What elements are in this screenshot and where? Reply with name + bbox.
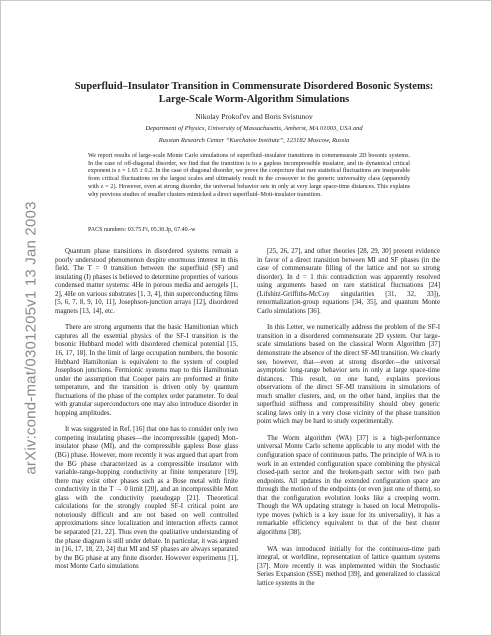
- paragraph: The Worm algorithm (WA) [37] is a high-performance universal Monte Carlo scheme applicable to any model with the configuration space of continuous paths. The principle of WA is to work in an extended configuration space combining the physical closed-path sector and the broken-path sector with two path endpoints. All updates in the extended configuration space are through the motion of the endpoints (or even just one of them), so that the configuration evolution looks like a creeping worm. Though the WA updating strategy is based on local Metropolis-type moves (which is a key issue for its universality), it has a remarkable efficiency equivalent to that of the best cluster algorithms [38].: [257, 434, 440, 536]
- affiliation-2: Russian Research Center “Kurchatov Institute”, 123182 Moscow, Russia: [158, 137, 350, 144]
- paper-header: [70, 80, 438, 145]
- pacs-numbers: PACS numbers: 03.75.Fi, 05.30.Jp, 67.40.-w: [88, 227, 196, 233]
- affiliation-1: Department of Physics, University of Massachusetts, Amherst, MA 01003, USA and: [145, 125, 363, 132]
- paragraph: [25, 26, 27], and other theories [28, 29, 30] present evidence in favor of a direct transition between MI and SF phases (in the case of commensurate filling of the lattice and not so strong disorder). In d = 1 this contradiction was apparently resolved using arguments based on rare statistical fluctuations [24] (Lifshitz-Griffiths-McCoy singularities [31, 32, 33]), renormalization-group equations [34, 35], and quantum Monte Carlo simulations [36].: [257, 248, 440, 315]
- arxiv-id[interactable]: arXiv:cond-mat/0301205v1 13 Jan 2003: [22, 201, 40, 475]
- paragraph: Quantum phase transitions in disordered systems remain a poorly understood phenomenon despite enormous interest in this field. The T = 0 transition between the superfluid (SF) and insulating (I) phases is believed to determine properties of various condensed matter systems: 4He in porous media and aerogels [1, 2], 4He on various substrates [1, 3, 4], thin superconducting films [5, 6, 7, 8, 9, 10, 11], Josephson-junction arrays [12], disordered magnets [13, 14], etc.: [55, 248, 238, 315]
- author-list: Nikolay Prokof'ev and Boris Svistunov: [195, 112, 313, 121]
- right-column: [257, 248, 440, 596]
- abstract: We report results of large-scale Monte Carlo simulations of superfluid–insulator transitions in commensurate 2D bosonic systems. In the case of off-diagonal disorder, we find that the transition is to a gapless incompressible insulator, and its dynamical critical exponent is z = 1.65 ± 0.2. In the case of diagonal disorder, we prove the conjecture that rare statistical fluctuations are inseparable from critical fluctuations on the largest scales and ultimately result in the crossover to the generic universality class (apparently with z = 2). However, even at strong disorder, the universal behavior sets in only at very large space-time distances. This explains why previous studies of smaller clusters mimicked a direct superfluid–Mott-insulator transition.: [88, 153, 410, 198]
- paragraph: It was suggested in Ref. [16] that one has to consider only two competing insulating phases—the incompressible (gaped) Mott-insulator phase (MI), and the compressible gapless Bose glass (BG) phase. However, more recently it was argued that apart from the BG phase characterized as a compressible insulator with variable-range-hopping conductivity at finite temperature [19], there may exist other phases such as a Bose metal with finite conductivity in the T → 0 limit [20], and an incompressible Mott glass with the conductivity pseudogap [21]. Theoretical calculations for the strongly coupled SF-I critical point are notoriously difficult and are not based on well controlled approximations since localization and interaction effects cannot be separated [21, 22]. Thus even the qualitative understanding of the phase diagram is still under debate. In particular, it was argued in [16, 17, 18, 23, 24] that MI and SF phases are always separated by the BG phase at any finite disorder. However experiments [1], most Monte Carlo simulations: [55, 426, 238, 571]
- arxiv-stamp[interactable]: [18, 178, 44, 498]
- paragraph: In this Letter, we numerically address the problem of the SF-I transition in a disordered commensurate 2D system. Our large-scale simulations based on the classical Worm Algorithm [37] demonstrate the absence of the direct SF-MI transition. We clearly see, however, that—even at strong disorder—the universal asymptotic long-range behavior sets in only at large space-time distances. This result, on one hand, explains previous observations of the direct SF-MI transitions in simulations of much smaller clusters, and, on the other hand, implies that the superfluid stiffness and compressibility should obey generic scaling laws only in a very close vicinity of the phase transition point which may be hard to study experimentally.: [257, 324, 441, 426]
- left-column: [55, 248, 238, 580]
- paragraph: WA was introduced initially for the continuous-time path integral, or worldline, representation of lattice quantum systems [37]. More recently it was implemented within the Stochastic Series Expansion (SSE) method [39], and generalized to classical lattice systems in the: [257, 545, 440, 587]
- paper-title: Superfluid–Insulator Transition in Commensurate Disordered Bosonic Systems: Large-Scale Worm-Algorithm Simulations: [74, 81, 434, 105]
- paragraph: There are strong arguments that the basic Hamiltonian which captures all the essential physics of the SF-I transition is the bosonic Hubbard model with disordered chemical potential [15, 16, 17, 18]. In the limit of large occupation numbers, the bosonic Hubbard Hamiltonian is equivalent to the system of coupled Josephson junctions. Fermionic systems map to this Hamiltonian under the assumption that Cooper pairs are preformed at finite temperature, and the transition is driven only by quantum fluctuations of the phase of the complex order parameter. To deal with granular superconductors one may also introduce disorder in hopping amplitudes.: [55, 324, 238, 417]
